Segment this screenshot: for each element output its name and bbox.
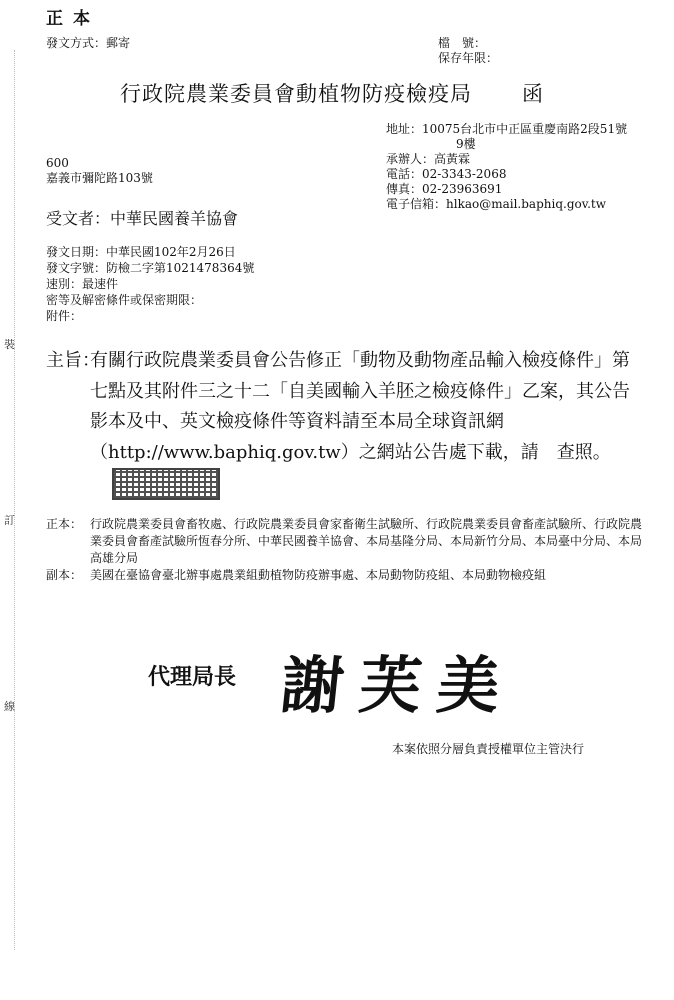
street-address: 嘉義市彌陀路103號 <box>46 171 153 185</box>
subject-text: 有關行政院農業委員會公告修正「動物及動物產品輸入檢疫條件」第七點及其附件三之十二「自美國輸入羊胚之檢疫條件」乙案，其公告影本及中、英文檢疫條件等資料請至本局全球資訊網（http://www.baphiq.gov.tw）之網站公告處下載，請 查照。 <box>90 350 630 463</box>
address-line-2: 9樓 <box>456 137 476 151</box>
zip-code: 600 <box>46 156 69 170</box>
handler: 承辦人：高黃霖 <box>386 152 471 166</box>
document-meta <box>46 244 254 324</box>
copy-list: 美國在臺協會臺北辦事處農業組動植物防疫辦事處、本局動物防疫組、本局動物檢疫組 <box>90 568 547 582</box>
document-number: 發文字號：防檢二字第1021478364號 <box>46 261 255 275</box>
binding-mark-ding: 訂 <box>4 514 15 527</box>
retention-label: 保存年限： <box>438 51 499 65</box>
agency-name: 行政院農業委員會動植物防疫檢疫局 <box>120 82 472 106</box>
file-number-block <box>438 36 498 66</box>
binding-mark-xian: 線 <box>4 700 15 713</box>
contact-block <box>386 122 627 212</box>
copy-label: 副本： <box>46 568 83 582</box>
file-number-label: 檔 號： <box>438 36 487 50</box>
email: 電子信箱：hlkao@mail.baphiq.gov.tw <box>386 197 606 211</box>
fax: 傳真：02-23963691 <box>386 182 503 196</box>
phone: 電話：02-3343-2068 <box>386 167 507 181</box>
subject-label: 主旨： <box>46 350 100 371</box>
official-seal-icon <box>112 468 220 500</box>
original-list: 行政院農業委員會畜牧處、行政院農業委員會家畜衛生試驗所、行政院農業委員會畜產試驗所、行政院農業委員會畜產試驗所恆春分所、中華民國養羊協會、本局基隆分局、本局新竹分局、本局臺中分局、本局高雄分局 <box>90 517 643 565</box>
copy-recipients <box>46 567 646 584</box>
subject-body <box>90 346 646 500</box>
delivery-speed: 速別：最速件 <box>46 277 119 291</box>
binding-mark-zhuang: 裝 <box>4 338 15 351</box>
signer-title: 代理局長 <box>148 665 237 690</box>
binding-margin-line <box>14 50 16 950</box>
signature-name: 謝芙美 <box>277 649 520 722</box>
doc-type: 函 <box>522 82 543 106</box>
attachment: 附件： <box>46 309 83 323</box>
subject-block <box>46 346 646 500</box>
issue-date: 發文日期：中華民國102年2月26日 <box>46 245 236 259</box>
address-line: 地址：10075台北市中正區重慶南路2段51號 <box>386 122 628 136</box>
distribution-block <box>46 516 646 584</box>
original-label: 正本： <box>46 517 83 531</box>
recipient-address <box>46 156 153 186</box>
original-recipients <box>46 516 646 567</box>
copy-type: 正本 <box>46 9 100 29</box>
classification: 密等及解密條件或保密期限： <box>46 293 203 307</box>
send-method: 發文方式：郵寄 <box>46 36 131 50</box>
recipient: 受文者：中華民國養羊協會 <box>46 209 239 228</box>
delegation-note: 本案依照分層負責授權單位主管決行 <box>392 742 585 756</box>
